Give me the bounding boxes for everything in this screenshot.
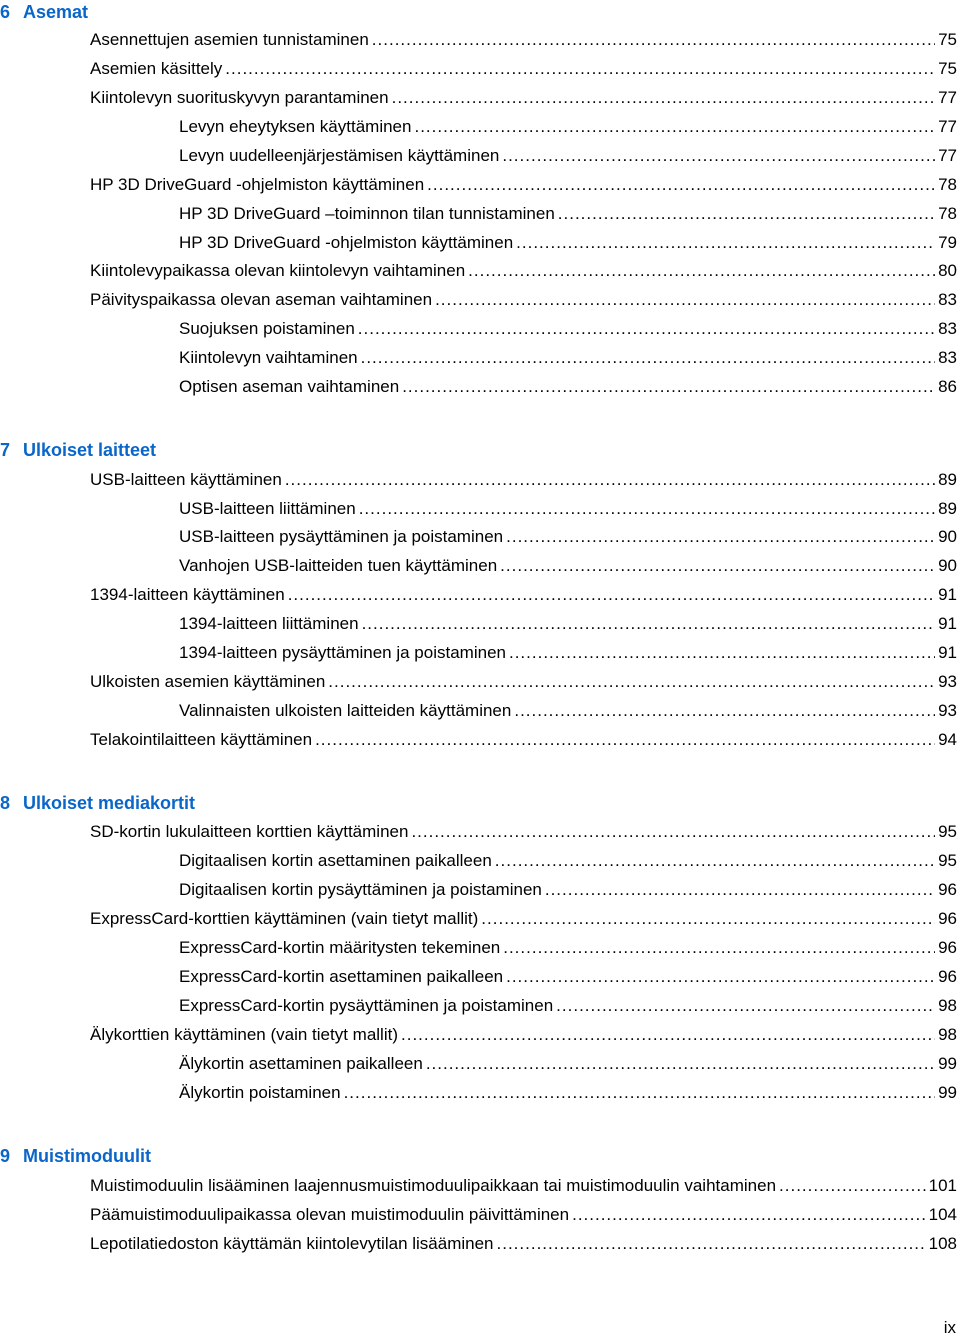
chapter-title: Asemat <box>23 2 89 22</box>
entry-title: USB-laitteen käyttäminen <box>90 470 282 489</box>
chapter-title: Ulkoiset mediakortit <box>23 793 196 813</box>
toc-entry[interactable] <box>90 1174 957 1198</box>
entry-title: Digitaalisen kortin pysäyttäminen ja poistaminen <box>179 880 542 899</box>
toc-entry[interactable] <box>90 28 957 52</box>
entry-page: 83 <box>938 290 957 309</box>
entry-page: 93 <box>938 701 957 720</box>
toc-entry[interactable] <box>90 1203 957 1227</box>
toc-entry[interactable] <box>179 375 957 399</box>
chapter-number: 6 <box>0 2 11 22</box>
entry-page: 108 <box>928 1234 957 1253</box>
leader-dots <box>358 317 935 341</box>
entry-title: Älykortin poistaminen <box>179 1083 341 1102</box>
leader-dots <box>506 525 935 549</box>
entry-title: USB-laitteen liittäminen <box>179 499 356 518</box>
leader-dots <box>359 497 935 521</box>
leader-dots <box>545 878 935 902</box>
entry-page: 91 <box>938 614 957 633</box>
entry-title: Optisen aseman vaihtaminen <box>179 377 400 396</box>
toc-entry[interactable] <box>179 115 957 139</box>
leader-dots <box>497 1232 926 1256</box>
leader-dots <box>225 57 935 81</box>
entry-page: 98 <box>938 1025 957 1044</box>
entry-title: Älykorttien käyttäminen (vain tietyt mallit) <box>90 1025 398 1044</box>
leader-dots <box>361 346 935 370</box>
entry-title: 1394-laitteen käyttäminen <box>90 585 285 604</box>
entry-page: 99 <box>938 1054 957 1073</box>
toc-entry[interactable] <box>179 317 957 341</box>
toc-entry[interactable] <box>179 936 957 960</box>
entry-page: 89 <box>938 470 957 489</box>
toc-entry[interactable] <box>90 820 957 844</box>
toc-entry[interactable] <box>179 699 957 723</box>
leader-dots <box>503 936 935 960</box>
entry-title: 1394-laitteen liittäminen <box>179 614 359 633</box>
toc-entry[interactable] <box>179 497 957 521</box>
entry-title: Suojuksen poistaminen <box>179 319 355 338</box>
entry-title: Kiintolevypaikassa olevan kiintolevyn vaihtaminen <box>90 261 466 280</box>
toc-entry[interactable] <box>179 554 957 578</box>
entry-page: 86 <box>938 377 957 396</box>
toc-entry[interactable] <box>179 231 957 255</box>
entry-page: 99 <box>938 1083 957 1102</box>
entry-title: ExpressCard-korttien käyttäminen (vain tietyt mallit) <box>90 909 479 928</box>
entry-title: HP 3D DriveGuard –toiminnon tilan tunnistaminen <box>179 204 555 223</box>
entry-title: USB-laitteen pysäyttäminen ja poistaminen <box>179 527 504 546</box>
toc-entry[interactable] <box>90 173 957 197</box>
toc-entry[interactable] <box>90 728 957 752</box>
toc-entry[interactable] <box>90 670 957 694</box>
entry-title: SD-kortin lukulaitteen korttien käyttäminen <box>90 822 409 841</box>
leader-dots <box>315 728 935 752</box>
entry-page: 94 <box>938 730 957 749</box>
leader-dots <box>328 670 935 694</box>
entry-title: HP 3D DriveGuard -ohjelmiston käyttäminen <box>179 233 514 252</box>
toc-entry[interactable] <box>179 1052 957 1076</box>
toc-entry[interactable] <box>179 525 957 549</box>
leader-dots <box>401 1023 935 1047</box>
entry-page: 90 <box>938 527 957 546</box>
toc-entry[interactable] <box>90 1232 957 1256</box>
leader-dots <box>402 375 935 399</box>
entry-title: Asennettujen asemien tunnistaminen <box>90 30 369 49</box>
entry-title: HP 3D DriveGuard -ohjelmiston käyttäminen <box>90 175 425 194</box>
toc-entry[interactable] <box>90 1023 957 1047</box>
entry-title: Valinnaisten ulkoisten laitteiden käyttäminen <box>179 701 512 720</box>
entry-page: 83 <box>938 348 957 367</box>
entry-page: 77 <box>938 146 957 165</box>
chapter-number: 8 <box>0 793 11 813</box>
entry-page: 96 <box>938 967 957 986</box>
leader-dots <box>500 554 935 578</box>
entry-title: ExpressCard-kortin määritysten tekeminen <box>179 938 501 957</box>
entry-page: 93 <box>938 672 957 691</box>
entry-title: Älykortin asettaminen paikalleen <box>179 1054 423 1073</box>
leader-dots <box>414 115 935 139</box>
entry-page: 95 <box>938 822 957 841</box>
chapter-heading[interactable] <box>0 791 195 815</box>
entry-page: 98 <box>938 996 957 1015</box>
entry-title: Kiintolevyn vaihtaminen <box>179 348 358 367</box>
toc-entry[interactable] <box>179 641 957 665</box>
leader-dots <box>344 1081 936 1105</box>
leader-dots <box>516 231 935 255</box>
toc-entry[interactable] <box>90 259 957 283</box>
leader-dots <box>285 468 935 492</box>
leader-dots <box>514 699 935 723</box>
toc-entry[interactable] <box>179 965 957 989</box>
toc-entry[interactable] <box>179 878 957 902</box>
leader-dots <box>427 173 935 197</box>
entry-title: Telakointilaitteen käyttäminen <box>90 730 313 749</box>
leader-dots <box>572 1203 926 1227</box>
leader-dots <box>779 1174 926 1198</box>
toc-entry[interactable] <box>90 288 957 312</box>
entry-page: 78 <box>938 175 957 194</box>
entry-page: 95 <box>938 851 957 870</box>
page-number: ix <box>943 1318 956 1337</box>
entry-page: 77 <box>938 117 957 136</box>
toc-entry[interactable] <box>179 994 957 1018</box>
entry-page: 90 <box>938 556 957 575</box>
chapter-number: 7 <box>0 440 11 460</box>
toc-entry[interactable] <box>179 1081 957 1105</box>
toc-entry[interactable] <box>179 202 957 226</box>
entry-page: 91 <box>938 585 957 604</box>
entry-title: Ulkoisten asemien käyttäminen <box>90 672 326 691</box>
entry-page: 75 <box>938 30 957 49</box>
toc-entry[interactable] <box>90 468 957 492</box>
leader-dots <box>558 202 935 226</box>
chapter-heading[interactable] <box>0 1144 151 1168</box>
entry-page: 96 <box>938 938 957 957</box>
leader-dots <box>495 849 935 873</box>
entry-page: 96 <box>938 880 957 899</box>
toc-entry[interactable] <box>179 144 957 168</box>
leader-dots <box>502 144 935 168</box>
entry-page: 80 <box>938 261 957 280</box>
leader-dots <box>481 907 935 931</box>
entry-title: 1394-laitteen pysäyttäminen ja poistaminen <box>179 643 506 662</box>
entry-title: Digitaalisen kortin asettaminen paikalleen <box>179 851 492 870</box>
toc-entry[interactable] <box>90 907 957 931</box>
leader-dots <box>435 288 935 312</box>
entry-title: Lepotilatiedoston käyttämän kiintolevytilan lisääminen <box>90 1234 494 1253</box>
toc-entry[interactable] <box>179 346 957 370</box>
entry-title: ExpressCard-kortin asettaminen paikalleen <box>179 967 504 986</box>
leader-dots <box>288 583 935 607</box>
entry-title: Kiintolevyn suorituskyvyn parantaminen <box>90 88 389 107</box>
entry-page: 101 <box>928 1176 957 1195</box>
chapter-title: Ulkoiset laitteet <box>23 440 157 460</box>
entry-title: Muistimoduulin lisääminen laajennusmuistimoduulipaikkaan tai muistimoduulin vaihtaminen <box>90 1176 777 1195</box>
entry-page: 79 <box>938 233 957 252</box>
entry-page: 89 <box>938 499 957 518</box>
entry-title: Päämuistimoduulipaikassa olevan muistimoduulin päivittäminen <box>90 1205 570 1224</box>
chapter-number: 9 <box>0 1146 11 1166</box>
leader-dots <box>362 612 936 636</box>
leader-dots <box>468 259 935 283</box>
leader-dots <box>372 28 935 52</box>
entry-page: 77 <box>938 88 957 107</box>
entry-page: 78 <box>938 204 957 223</box>
leader-dots <box>392 86 935 110</box>
entry-title: Levyn uudelleenjärjestämisen käyttäminen <box>179 146 500 165</box>
entry-title: Vanhojen USB-laitteiden tuen käyttäminen <box>179 556 498 575</box>
chapter-heading[interactable] <box>0 438 156 462</box>
leader-dots <box>426 1052 935 1076</box>
entry-title: Päivityspaikassa olevan aseman vaihtaminen <box>90 290 433 309</box>
chapter-heading[interactable] <box>0 0 88 24</box>
entry-page: 83 <box>938 319 957 338</box>
leader-dots <box>506 965 935 989</box>
entry-page: 91 <box>938 643 957 662</box>
entry-title: Levyn eheytyksen käyttäminen <box>179 117 412 136</box>
toc-entry[interactable] <box>179 612 957 636</box>
chapter-title: Muistimoduulit <box>23 1146 151 1166</box>
leader-dots <box>411 820 935 844</box>
entry-title: ExpressCard-kortin pysäyttäminen ja poistaminen <box>179 996 554 1015</box>
entry-page: 104 <box>928 1205 957 1224</box>
leader-dots <box>509 641 935 665</box>
toc-entry[interactable] <box>90 86 957 110</box>
leader-dots <box>556 994 935 1018</box>
toc-entry[interactable] <box>179 849 957 873</box>
entry-title: Asemien käsittely <box>90 59 223 78</box>
toc-entry[interactable] <box>90 583 957 607</box>
entry-page: 96 <box>938 909 957 928</box>
toc-entry[interactable] <box>90 57 957 81</box>
entry-page: 75 <box>938 59 957 78</box>
